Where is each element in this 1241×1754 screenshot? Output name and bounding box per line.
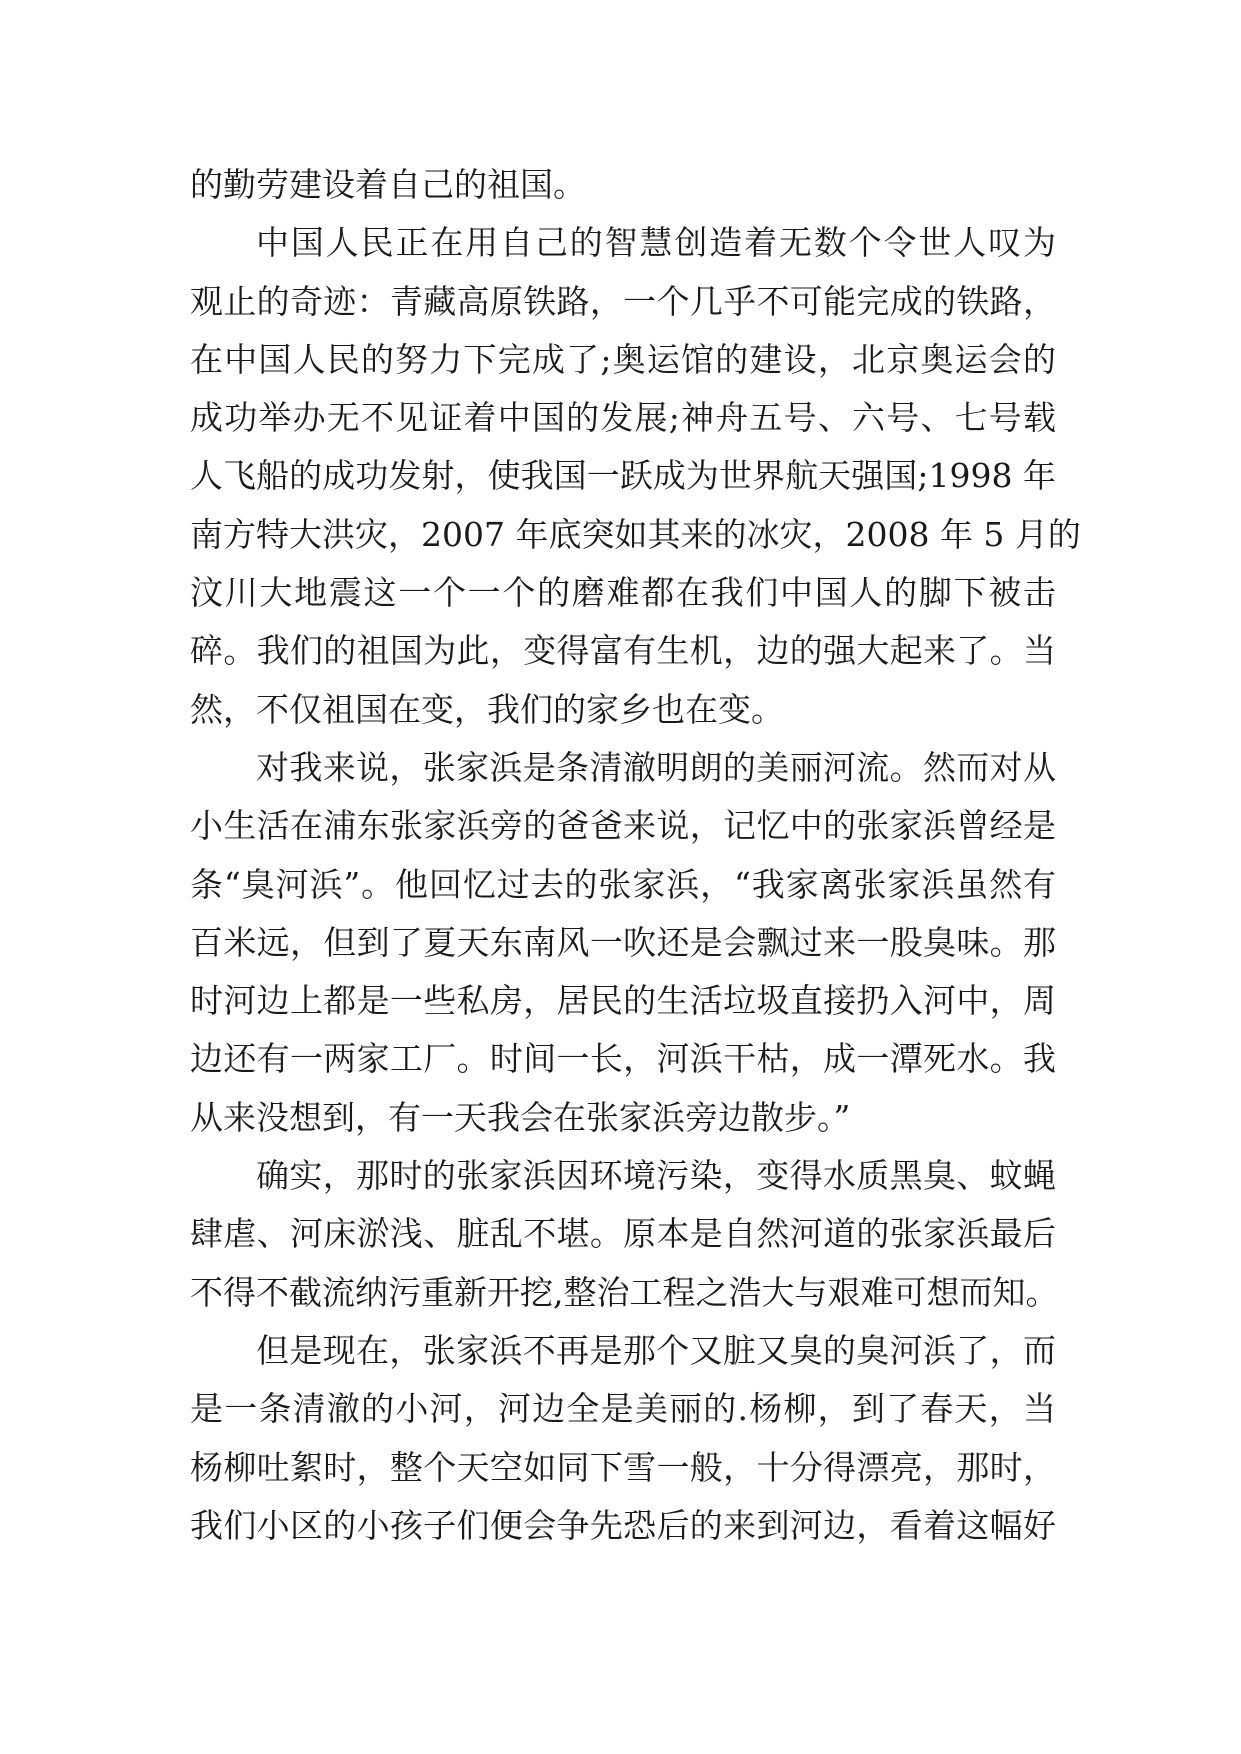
text-line: 小生活在浦东张家浜旁的爸爸来说，记忆中的张家浜曾经是 (190, 806, 1056, 846)
body-text (190, 156, 1081, 1555)
text-line: 中国人民正在用自己的智慧创造着无数个令世人叹为 (256, 223, 1056, 263)
text-line: 汶川大地震这一个一个的磨难都在我们中国人的脚下被击 (190, 573, 1056, 613)
paragraph-3 (190, 739, 1056, 1147)
text-line: 成功举办无不见证着中国的发展;神舟五号、六号、七号载 (190, 398, 1056, 438)
text-line: 百米远，但到了夏天东南风一吹还是会飘过来一股臭味。那 (190, 922, 1056, 962)
text-line: 我们小区的小孩子们便会争先恐后的来到河边，看着这幅好 (190, 1505, 1056, 1545)
text-line: 时河边上都是一些私房，居民的生活垃圾直接扔入河中，周 (190, 981, 1056, 1021)
text-line: 确实，那时的张家浜因环境污染，变得水质黑臭、蚊蝇 (256, 1156, 1056, 1196)
text-line: 从来没想到，有一天我会在张家浜旁边散步。” (190, 1097, 851, 1137)
text-line: 杨柳吐絮时，整个天空如同下雪一般，十分得漂亮，那时， (190, 1447, 1056, 1487)
paragraph-2 (190, 214, 1081, 739)
paragraph-5 (190, 1322, 1056, 1555)
text-line: 边还有一两家工厂。时间一长，河浜干枯，成一潭死水。我 (190, 1039, 1056, 1079)
text-line: 对我来说，张家浜是条清澈明朗的美丽河流。然而对从 (256, 747, 1056, 787)
text-line: 是一条清澈的小河，河边全是美丽的.杨柳，到了春天，当 (190, 1389, 1056, 1429)
text-line: 观止的奇迹：青藏高原铁路，一个几乎不可能完成的铁路， (190, 281, 1056, 321)
paragraph-1 (190, 156, 1056, 214)
text-line: 不得不截流纳污重新开挖,整治工程之浩大与艰难可想而知。 (190, 1272, 1059, 1312)
text-line: 南方特大洪灾，2007 年底突如其来的冰灾，2008 年 5 月的 (190, 514, 1081, 554)
text-line: 条“臭河浜”。他回忆过去的张家浜，“我家离张家浜虽然有 (190, 864, 1056, 904)
text-line: 肆虐、河床淤浅、脏乱不堪。原本是自然河道的张家浜最后 (190, 1214, 1056, 1254)
paragraph-4 (190, 1147, 1059, 1322)
text-line: 但是现在，张家浜不再是那个又脏又臭的臭河浜了，而 (256, 1330, 1056, 1370)
text-line: 人飞船的成功发射，使我国一跃成为世界航天强国;1998 年 (190, 456, 1056, 496)
text-line: 的勤劳建设着自己的祖国。 (190, 165, 586, 204)
text-line: 然，不仅祖国在变，我们的家乡也在变。 (190, 689, 784, 729)
text-line: 在中国人民的努力下完成了;奥运馆的建设，北京奥运会的 (190, 339, 1056, 379)
text-line: 碎。我们的祖国为此，变得富有生机，边的强大起来了。当 (190, 631, 1056, 671)
